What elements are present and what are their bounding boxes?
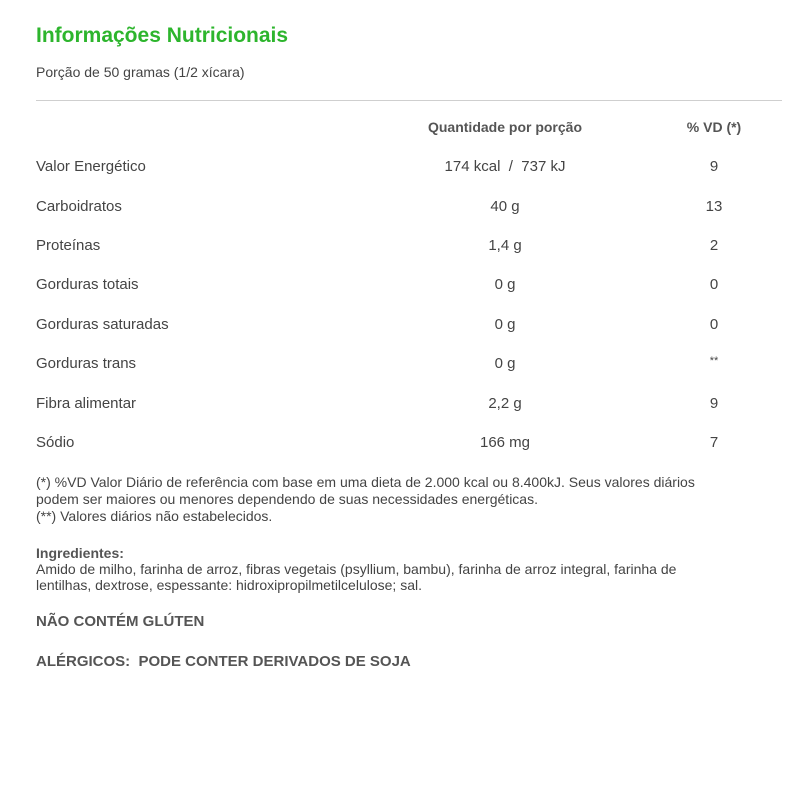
nutrition-row: [0, 434, 800, 454]
ingredients-text-cont: lentilhas, dextrose, espessante: hidroxipropilmetilcelulose; sal.: [36, 577, 422, 593]
nutrient-quantity: 40 g: [490, 198, 520, 215]
nutrient-quantity: 1,4 g: [488, 237, 522, 254]
nutrient-quantity: 166 mg: [479, 434, 531, 451]
nutrient-name: Valor Energético: [36, 158, 146, 175]
gluten-notice: NÃO CONTÉM GLÚTEN: [36, 613, 205, 630]
ingredients-label: Ingredientes:: [36, 545, 124, 561]
nutrient-quantity: 174 kcal / 737 kJ: [444, 158, 566, 175]
nutrient-name: Gorduras trans: [36, 355, 137, 372]
divider: [36, 100, 782, 101]
nutrient-name: Fibra alimentar: [36, 395, 137, 412]
nutrition-row: [0, 198, 800, 218]
nutrient-name: Gorduras saturadas: [36, 316, 169, 333]
ingredients-section: [36, 545, 796, 593]
nutrient-daily-value: 9: [709, 158, 719, 175]
nutrient-daily-value: 0: [709, 276, 719, 293]
nutrition-row: [0, 237, 800, 257]
nutrition-row: [0, 316, 800, 336]
nutrition-row: [0, 276, 800, 296]
footnotes: [36, 474, 786, 525]
nutrient-daily-value: 9: [709, 395, 719, 412]
nutrient-daily-value: 0: [709, 316, 719, 333]
nutrient-quantity: 2,2 g: [488, 395, 522, 412]
nutrient-daily-value: 7: [709, 434, 719, 451]
nutrient-name: Sódio: [36, 434, 75, 451]
footnote-daily-value-cont: podem ser maiores ou menores dependendo de suas necessidades energéticas.: [36, 491, 538, 507]
nutrition-row: [0, 158, 800, 178]
nutrient-name: Proteínas: [36, 237, 101, 254]
portion-size: Porção de 50 gramas (1/2 xícara): [36, 64, 245, 80]
footnote-not-established: (**) Valores diários não estabelecidos.: [36, 508, 273, 524]
nutrient-quantity: 0 g: [494, 276, 516, 293]
nutrition-row: [0, 395, 800, 415]
page-title: Informações Nutricionais: [36, 24, 289, 47]
nutrition-row: [0, 355, 800, 375]
nutrient-name: Carboidratos: [36, 198, 122, 215]
column-header-quantity: Quantidade por porção: [427, 119, 583, 135]
column-header-daily-value: % VD (*): [686, 119, 742, 135]
allergens-notice: ALÉRGICOS: PODE CONTER DERIVADOS DE SOJA: [36, 653, 411, 670]
nutrient-name: Gorduras totais: [36, 276, 139, 293]
nutrient-quantity: 0 g: [494, 316, 516, 333]
nutrient-daily-value: **: [709, 355, 719, 367]
nutrient-daily-value: 2: [709, 237, 719, 254]
nutrient-quantity: 0 g: [494, 355, 516, 372]
ingredients-text: Amido de milho, farinha de arroz, fibras vegetais (psyllium, bambu), farinha de arroz integral, farinha de: [36, 561, 677, 577]
nutrient-daily-value: 13: [705, 198, 723, 215]
footnote-daily-value: (*) %VD Valor Diário de referência com base em uma dieta de 2.000 kcal ou 8.400kJ. Seus valores diários: [36, 474, 695, 490]
